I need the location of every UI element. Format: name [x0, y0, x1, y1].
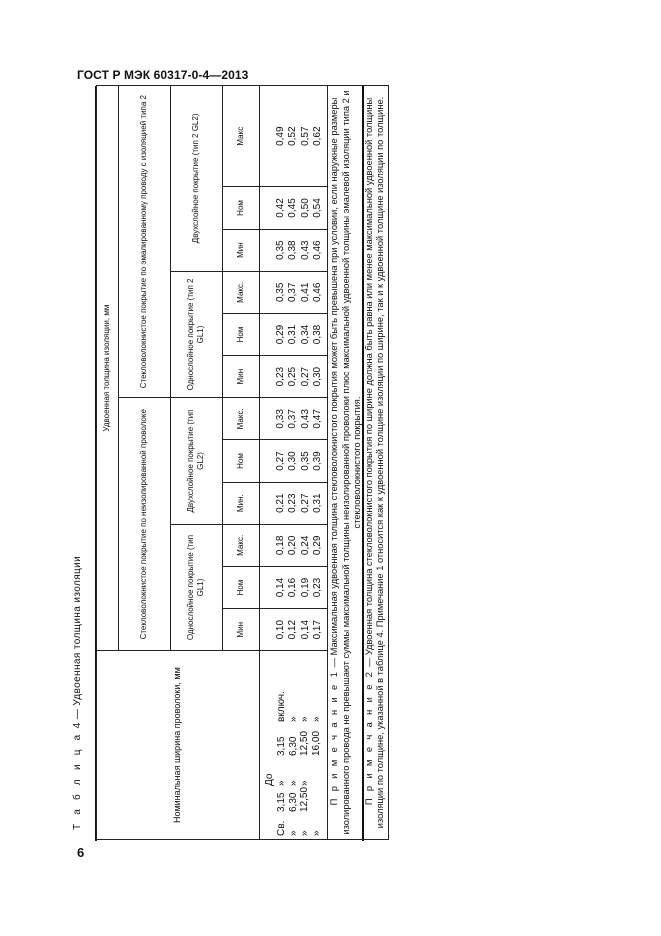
- width-range-part: »: [287, 830, 299, 836]
- value-cell: 0,43: [299, 240, 311, 260]
- value-cell: 0,18: [274, 535, 286, 556]
- width-range-part: Св.: [275, 820, 287, 836]
- value-cell: 0,14: [274, 577, 286, 598]
- value-cell: 0,30: [312, 366, 323, 387]
- width-range-part: [311, 756, 323, 786]
- values-double-bare-max: [260, 398, 328, 440]
- sub-header-max: Макс: [223, 86, 260, 187]
- header-group-bare: Стекловолокнистое покрытие по неизолированной проволоке: [118, 398, 170, 651]
- value-cell: 0,42: [274, 198, 286, 218]
- table-caption-prefix: Т а б л и ц а: [72, 731, 83, 830]
- width-range-part: [264, 684, 276, 722]
- insulation-thickness-table: [96, 85, 389, 840]
- sub-header-min: Мин: [223, 356, 260, 398]
- width-range-part: До: [264, 773, 275, 786]
- value-cell: 0,38: [287, 240, 298, 260]
- values-double-enamel-nom: [260, 187, 328, 229]
- sub-header-min: Мин: [223, 609, 260, 651]
- sub-header-max: Макс.: [223, 271, 260, 313]
- value-cell: 0,23: [287, 493, 298, 513]
- sub-header-min: Мин.: [223, 482, 260, 524]
- header-double-enamel: Двухслойное покрытие (тип 2 GL2): [170, 86, 222, 272]
- value-cell: 0,39: [312, 451, 323, 471]
- value-cell: 0,30: [287, 451, 298, 471]
- values-single-bare-min: [260, 609, 328, 651]
- values-double-bare-min: [260, 482, 328, 524]
- width-range-part: »: [275, 780, 287, 786]
- width-range-part: »: [287, 716, 299, 722]
- sub-header-nom: Ном: [223, 440, 260, 482]
- table-caption-number: 4: [72, 722, 83, 729]
- width-range-part: »: [299, 780, 311, 786]
- values-single-enamel-nom: [260, 313, 328, 355]
- width-range-part: 12,50: [299, 730, 311, 756]
- value-cell: 0,14: [299, 619, 311, 640]
- value-cell: 0,10: [274, 619, 286, 640]
- value-cell: 0,27: [299, 366, 311, 387]
- width-range-part: 6,30: [287, 792, 299, 812]
- value-cell: 0,46: [312, 240, 323, 260]
- width-range-part: 16,00: [311, 730, 323, 756]
- value-cell: 0,50: [299, 198, 311, 218]
- value-cell: 0,54: [312, 198, 323, 218]
- sub-header-nom: Ном: [223, 313, 260, 355]
- header-doubled-thickness: Удвоенная толщина изоляции, мм: [97, 86, 119, 651]
- value-cell: 0,46: [312, 282, 323, 303]
- width-range-part: 3,15: [275, 792, 287, 812]
- note-1: [329, 89, 364, 836]
- width-range-part: »: [311, 716, 323, 722]
- value-cell: 0,43: [299, 409, 311, 429]
- value-cell: 0,27: [299, 493, 311, 513]
- value-cell: 0,20: [287, 535, 298, 556]
- note-2-text: — Удвоенная толщина стекловолокнистого покрытия по ширине должна быть равна или менее максимальной удвоенной толщины изоляции по толщине, указанной в таблице 4. Примечание 1 относится как к удвоенной толщине изоляции по ширине, так и к удвоенной толщине изоляции по толщине.: [363, 96, 386, 829]
- header-single-bare: Однослойное покрытие (тип GL1): [170, 524, 222, 651]
- width-range-part: »: [299, 716, 311, 722]
- width-range-part: »: [311, 830, 323, 836]
- sub-header-max: Макс.: [223, 398, 260, 440]
- value-cell: 0,16: [287, 577, 298, 598]
- header-single-enamel: Однослойное покрытие (тип 2 GL1): [170, 271, 222, 398]
- value-cell: 0,37: [287, 282, 298, 303]
- value-cell: 0,35: [299, 451, 311, 471]
- value-cell: 0,49: [274, 126, 286, 146]
- values-single-enamel-max: [260, 271, 328, 313]
- values-single-bare-max: [260, 524, 328, 566]
- width-range-part: включ.: [275, 691, 287, 722]
- value-cell: 0,57: [299, 126, 311, 146]
- header-nominal-width: Номинальная ширина проволоки, мм: [97, 651, 260, 840]
- width-range-part: »: [287, 780, 299, 786]
- value-cell: 0,29: [312, 535, 323, 556]
- width-range-part: 6,30: [287, 736, 299, 756]
- rotated-table-block: [96, 85, 386, 840]
- value-cell: 0,19: [299, 577, 311, 598]
- value-cell: 0,52: [287, 126, 298, 146]
- width-range-part: [264, 786, 276, 812]
- values-double-enamel-max: [260, 86, 328, 187]
- value-cell: 0,23: [274, 366, 286, 387]
- value-cell: 0,35: [274, 240, 286, 260]
- value-cell: 0,27: [274, 451, 286, 471]
- width-range-part: [264, 812, 276, 836]
- value-cell: 0,17: [312, 619, 323, 640]
- value-cell: 0,21: [274, 493, 286, 513]
- value-cell: 0,29: [274, 324, 286, 345]
- sub-header-max: Макс.: [223, 524, 260, 566]
- value-cell: 0,25: [287, 366, 298, 387]
- value-cell: 0,23: [312, 577, 323, 598]
- note-1-text: — Максимальная удвоенная толщина стекловолокнистого покрытия может быть превышена при условии, если наружные размеры изолированного провода не превышают суммы максимальной толщины неизолированной проволоки плюс максимальной удвоенной толщины эмалевой изоляции типа 2 и стекловолокнистого покрытия.: [329, 90, 363, 835]
- width-range-part: »: [299, 830, 311, 836]
- table-caption: [72, 555, 83, 830]
- sub-header-min: Мин: [223, 229, 260, 271]
- values-single-enamel-min: [260, 356, 328, 398]
- values-double-bare-nom: [260, 440, 328, 482]
- document-header: ГОСТ Р МЭК 60317-0-4—2013: [77, 68, 249, 82]
- value-cell: 0,37: [287, 409, 298, 429]
- value-cell: 0,62: [312, 126, 323, 146]
- value-cell: 0,12: [287, 619, 298, 640]
- table-notes: [328, 86, 389, 840]
- width-range-part: 12,50: [299, 786, 311, 812]
- value-cell: 0,31: [312, 493, 323, 513]
- sub-header-nom: Ном: [223, 187, 260, 229]
- note-2: [364, 89, 387, 836]
- values-single-bare-nom: [260, 566, 328, 608]
- note-1-label: П р и м е ч а н и е 1: [329, 669, 339, 806]
- header-double-bare: Двухслойное покрытие (тип GL2): [170, 398, 222, 525]
- value-cell: 0,47: [312, 409, 323, 429]
- table-caption-title: — Удвоенная толщина изоляции: [72, 555, 83, 720]
- width-range-part: 3,15: [275, 736, 287, 756]
- value-cell: 0,34: [299, 324, 311, 345]
- width-range-part: [264, 722, 276, 756]
- value-cell: 0,33: [274, 409, 286, 429]
- sub-header-nom: Ном: [223, 566, 260, 608]
- value-cell: 0,35: [274, 282, 286, 303]
- values-double-enamel-min: [260, 229, 328, 271]
- page-number: 6: [77, 845, 85, 860]
- value-cell: 0,45: [287, 198, 298, 218]
- width-range-part: [311, 786, 323, 812]
- value-cell: 0,41: [299, 282, 311, 303]
- header-group-enamel: Стекловолокнистое покрытие по эмалированному проводу с изоляцией типа 2: [118, 86, 170, 398]
- note-2-label: П р и м е ч а н и е 2: [363, 669, 374, 806]
- width-ranges: [264, 654, 323, 836]
- width-ranges-cell: [260, 651, 328, 840]
- value-cell: 0,38: [312, 324, 323, 345]
- value-cell: 0,31: [287, 324, 298, 345]
- value-cell: 0,24: [299, 535, 311, 556]
